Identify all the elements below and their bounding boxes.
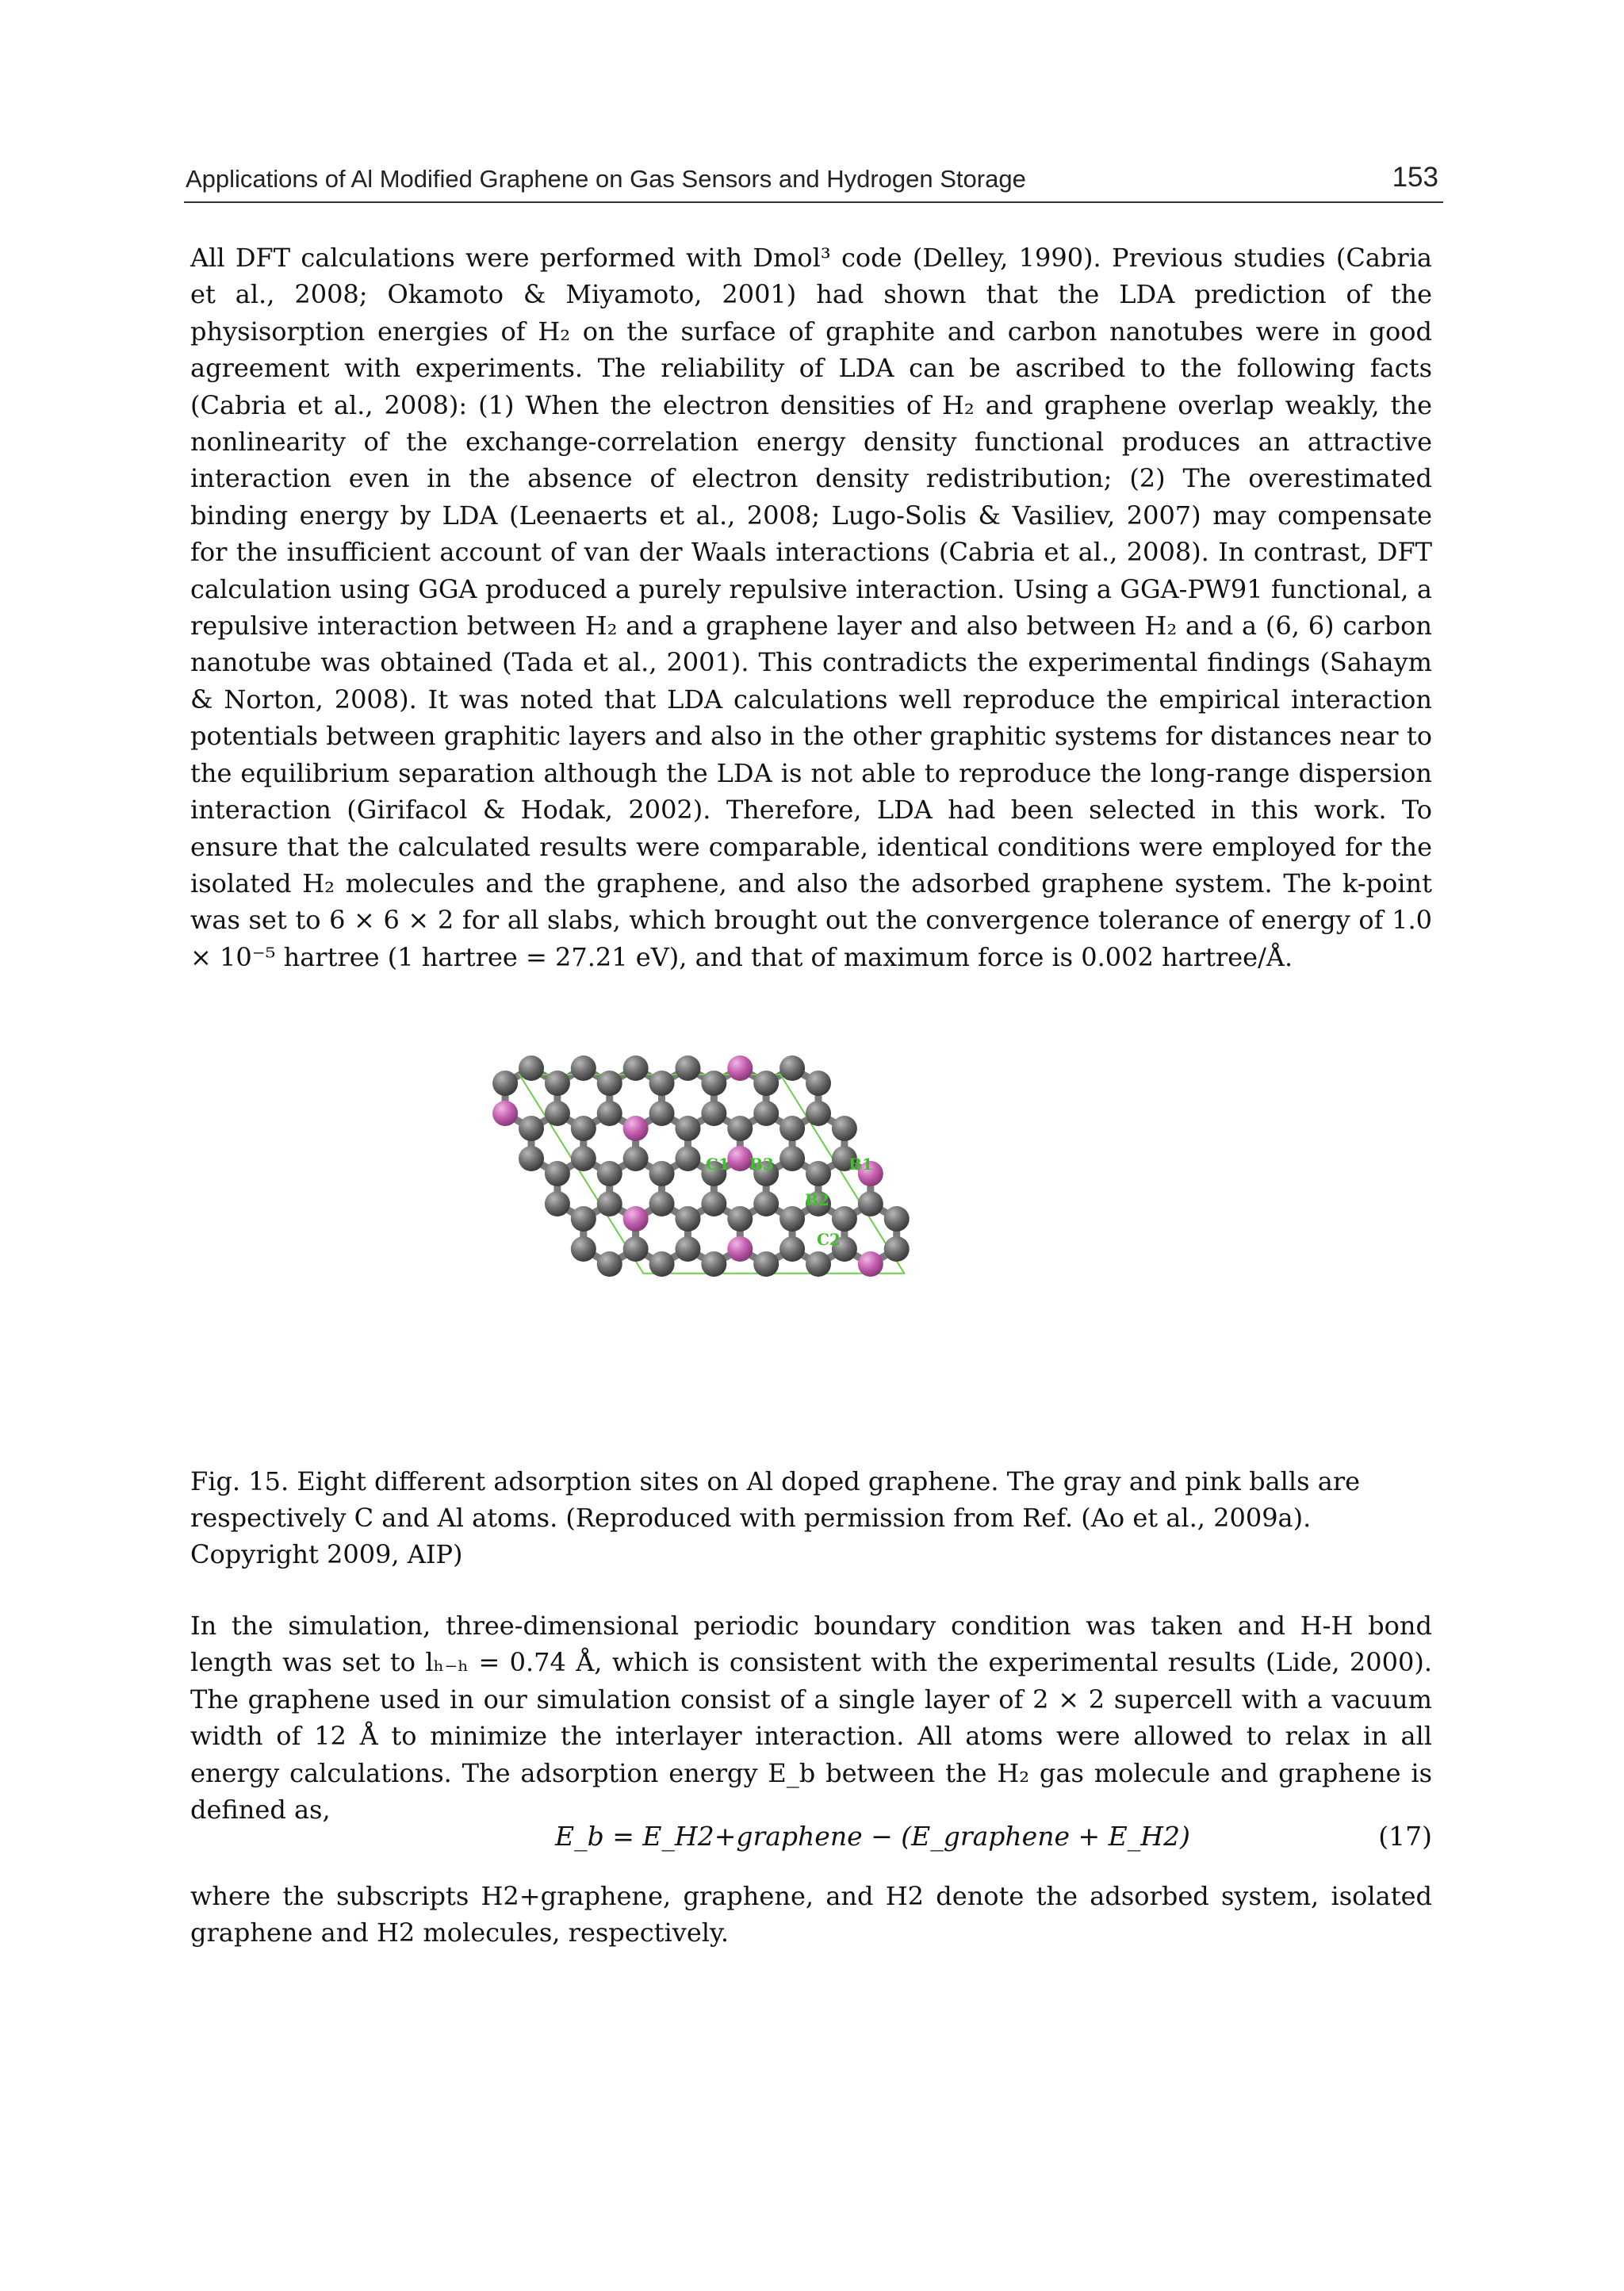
- aluminum-atom: [623, 1116, 649, 1141]
- carbon-atom: [675, 1116, 700, 1141]
- carbon-atom: [779, 1116, 805, 1141]
- carbon-atom: [571, 1236, 596, 1262]
- site-label: C1: [706, 1155, 730, 1174]
- carbon-atom: [597, 1191, 622, 1216]
- carbon-atom: [806, 1251, 831, 1277]
- carbon-atom: [832, 1206, 857, 1232]
- site-label: C2: [817, 1230, 841, 1249]
- aluminum-atom: [727, 1236, 753, 1262]
- carbon-atom: [571, 1116, 596, 1141]
- aluminum-atom: [727, 1055, 753, 1081]
- carbon-atom: [753, 1101, 779, 1126]
- carbon-atom: [545, 1191, 570, 1216]
- carbon-atom: [597, 1161, 622, 1186]
- carbon-atom: [649, 1101, 675, 1126]
- carbon-atom: [701, 1101, 726, 1126]
- carbon-atom: [545, 1071, 570, 1096]
- carbon-atom: [597, 1101, 622, 1126]
- running-title: Applications of Al Modified Graphene on Gas Sensors and Hydrogen Storage: [186, 165, 1026, 193]
- carbon-atom: [806, 1101, 831, 1126]
- aluminum-atom: [858, 1251, 883, 1277]
- carbon-atom: [806, 1071, 831, 1096]
- carbon-atom: [623, 1146, 649, 1171]
- carbon-atom: [545, 1101, 570, 1126]
- paragraph-subscripts: where the subscripts H2+graphene, graphene, and H2 denote the adsorbed system, isolated graphene and H2 molecules, respectively.: [190, 1881, 1432, 1948]
- figure-graphene-lattice: [476, 1035, 1158, 1447]
- carbon-atom: [519, 1055, 544, 1081]
- carbon-atom: [571, 1146, 596, 1171]
- carbon-atom: [701, 1191, 726, 1216]
- page-number: 153: [1392, 162, 1438, 193]
- carbon-atom: [884, 1236, 910, 1262]
- carbon-atom: [675, 1146, 700, 1171]
- carbon-atom: [675, 1236, 700, 1262]
- carbon-atom: [727, 1206, 753, 1232]
- carbon-atom: [597, 1251, 622, 1277]
- carbon-atom: [832, 1116, 857, 1141]
- carbon-atom: [623, 1055, 649, 1081]
- carbon-atom: [571, 1055, 596, 1081]
- carbon-atom: [649, 1191, 675, 1216]
- figure-caption: Fig. 15. Eight different adsorption sites on Al doped graphene. The gray and pink balls are respectively C and Al atoms. (Reproduced with permission from Ref. (Ao et al., 2009a). Copyright 2009, AIP): [190, 1466, 1361, 1569]
- carbon-atom: [545, 1161, 570, 1186]
- site-label: B1: [848, 1155, 873, 1174]
- carbon-atom: [884, 1206, 910, 1232]
- equation-number: (17): [1378, 1821, 1432, 1852]
- equation-formula: E_b = E_H2+graphene − (E_graphene + E_H2): [555, 1821, 1190, 1852]
- carbon-atom: [701, 1071, 726, 1096]
- carbon-atom: [779, 1206, 805, 1232]
- carbon-atom: [858, 1191, 883, 1216]
- site-label: B2: [805, 1190, 829, 1209]
- site-label: B3: [749, 1155, 774, 1174]
- carbon-atom: [492, 1071, 518, 1096]
- running-header: [184, 159, 1443, 203]
- carbon-atom: [519, 1146, 544, 1171]
- equation-17: [190, 1821, 1432, 1862]
- aluminum-atom: [623, 1206, 649, 1232]
- carbon-atom: [779, 1055, 805, 1081]
- graphene-lattice-illustration: [476, 1035, 1158, 1447]
- carbon-atom: [649, 1161, 675, 1186]
- carbon-atom: [727, 1116, 753, 1141]
- carbon-atom: [649, 1071, 675, 1096]
- carbon-atom: [753, 1071, 779, 1096]
- carbon-atom: [519, 1116, 544, 1141]
- carbon-atom: [806, 1161, 831, 1186]
- paragraph-methods: All DFT calculations were performed with Dmol³ code (Delley, 1990). Previous studies (Cabria et al., 2008; Okamoto & Miyamoto, 2001) had shown that the LDA prediction of the physisorption energies of H₂ on the surface of graphite and carbon nanotubes were in good agreement with experiments. The reliability of LDA can be ascribed to the following facts (Cabria et al., 2008): (1) When the electron densities of H₂ and graphene overlap weakly, the nonlinearity of the exchange-correlation energy density functional produces an attractive interaction even in the absence of electron density redistribution; (2) The overestimated binding energy by LDA (Leenaerts et al., 2008; Lugo-Solis & Vasiliev, 2007) may compensate for the insufficient account of van der Waals interactions (Cabria et al., 2008). In contrast, DFT calculation using GGA produced a purely repulsive interaction. Using a GGA-PW91 functional, a repulsive interaction between H₂ and a graphene layer and also between H₂ and a (6, 6) carbon nanotube was obtained (Tada et al., 2001). This contradicts the experimental findings (Sahaym & Norton, 2008). It was noted that LDA calculations well reproduce the empirical interaction potentials between graphitic layers and also in the other graphitic systems for distances near to the equilibrium separation although the LDA is not able to reproduce the long-range dispersion interaction (Girifacol & Hodak, 2002). Therefore, LDA had been selected in this work. To ensure that the calculated results were comparable, identical conditions were employed for the isolated H₂ molecules and the graphene, and also the adsorbed graphene system. The k-point was set to 6 × 6 × 2 for all slabs, which brought out the convergence tolerance of energy of 1.0 × 10⁻⁵ hartree (1 hartree = 27.21 eV), and that of maximum force is 0.002 hartree/Å.: [190, 243, 1432, 972]
- carbon-atom: [649, 1251, 675, 1277]
- carbon-atom: [701, 1251, 726, 1277]
- carbon-atom: [675, 1055, 700, 1081]
- carbon-atom: [675, 1206, 700, 1232]
- carbon-atom: [779, 1236, 805, 1262]
- carbon-atom: [571, 1206, 596, 1232]
- carbon-atom: [753, 1191, 779, 1216]
- carbon-atom: [623, 1236, 649, 1262]
- carbon-atom: [753, 1251, 779, 1277]
- carbon-atom: [779, 1146, 805, 1171]
- carbon-atom: [597, 1071, 622, 1096]
- paragraph-simulation: In the simulation, three-dimensional periodic boundary condition was taken and H-H bond length was set to lₕ₋ₕ = 0.74 Å, which is consistent with the experimental results (Lide, 2000). The graphene used in our simulation consist of a single layer of 2 × 2 supercell with a vacuum width of 12 Å to minimize the interlayer interaction. All atoms were allowed to relax in all energy calculations. The adsorption energy E_b between the H₂ gas molecule and graphene is defined as,: [190, 1611, 1432, 1826]
- aluminum-atom: [492, 1101, 518, 1126]
